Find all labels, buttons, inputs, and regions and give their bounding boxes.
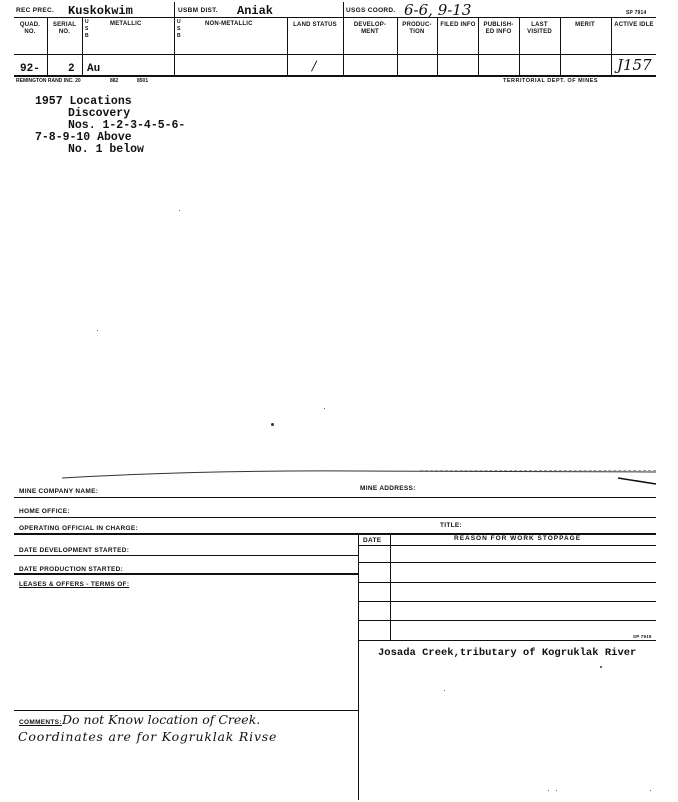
col-header-metallic: METALLIC <box>110 21 142 27</box>
operating-official-label: OPERATING OFFICIAL IN CHARGE: <box>19 525 138 532</box>
comments-line-1: Do not Know location of Creek. <box>62 712 261 727</box>
right-block-left-border <box>358 533 359 640</box>
printer-code-2: 8501 <box>137 78 149 84</box>
usbm-dist-value: Aniak <box>237 4 274 18</box>
col-header-serial-no: SERIAL NO. <box>52 22 77 35</box>
stoppage-row-4 <box>358 620 656 621</box>
col-div-usb2 <box>174 17 175 76</box>
col-header-active-idle: ACTIVE IDLE <box>614 22 654 28</box>
header-divider-1 <box>174 2 175 18</box>
speck <box>650 790 651 791</box>
speck <box>271 423 274 426</box>
col-header-published-info: PUBLISH-ED INFO <box>483 22 514 35</box>
col-header-filed-info: FILED INFO <box>440 22 476 28</box>
date-development-label: DATE DEVELOPMENT STARTED: <box>19 547 130 554</box>
col-div-merit <box>560 17 561 76</box>
notes-line-3: Nos. 1-2-3-4-5-6- <box>68 119 186 132</box>
usgs-coord-label: USGS COORD. <box>346 7 396 14</box>
date-column-header: DATE <box>363 537 382 544</box>
col-div-usb1 <box>82 17 83 76</box>
stoppage-row-2 <box>358 582 656 583</box>
col-div-land <box>287 17 288 76</box>
date-column-divider <box>390 533 391 640</box>
reason-header-rule <box>358 545 656 546</box>
col-div-filed <box>437 17 438 76</box>
date-production-rule <box>14 573 358 575</box>
territorial-dept: TERRITORIAL DEPT. OF MINES <box>503 78 598 84</box>
speck <box>556 790 557 791</box>
col-header-merit: MERIT <box>575 22 595 28</box>
stoppage-row-1 <box>358 562 656 563</box>
home-office-label: HOME OFFICE: <box>19 508 70 515</box>
speck <box>97 330 98 331</box>
notes-block <box>35 96 185 156</box>
col-div-dev <box>343 17 344 76</box>
active-idle-value: J157 <box>617 56 652 74</box>
dashed-line <box>420 470 656 471</box>
comments-label: COMMENTS: <box>19 719 62 726</box>
usbm-dist-label: USBM DIST. <box>178 7 218 14</box>
usgs-coord-value: 6-6, 9-13 <box>404 1 472 19</box>
printer-line: REMINGTON RAND INC. 20 <box>16 78 81 84</box>
location-note: Josada Creek,tributary of Kogruklak River <box>378 647 637 659</box>
form-number-bottom: SP 7915 <box>633 634 652 639</box>
speck <box>600 666 602 668</box>
date-development-rule <box>14 555 358 556</box>
mine-address-label: MINE ADDRESS: <box>360 485 416 492</box>
rec-prec-label: REC PREC. <box>16 7 55 14</box>
speck <box>179 210 180 211</box>
title-label: TITLE: <box>440 522 463 529</box>
col-header-non-metallic: NON-METALLIC <box>205 21 253 27</box>
quad-no-value: 92- <box>20 63 40 75</box>
serial-no-value: 2 <box>68 63 75 75</box>
col-header-quad-no: QUAD. NO. <box>19 22 41 35</box>
col-header-land-status: LAND STATUS <box>293 22 337 28</box>
speck <box>548 790 549 791</box>
col-header-last-visited: LAST VISITED <box>527 22 552 35</box>
rec-prec-value: Kuskokwim <box>68 4 133 18</box>
notes-line-2: Discovery <box>68 107 131 120</box>
comments-right-border <box>358 640 359 800</box>
stoppage-row-3 <box>358 601 656 602</box>
metallic-value: Au <box>87 63 101 75</box>
col-header-usb-1: U S B <box>85 19 89 39</box>
col-header-usb-2: U S B <box>177 19 181 39</box>
col-div-prod <box>397 17 398 76</box>
land-status-value: / <box>312 59 317 74</box>
speck <box>444 690 445 691</box>
notes-line-1: 1957 Locations <box>35 95 132 108</box>
leases-offers-label: LEASES & OFFERS - TERMS OF: <box>19 581 130 588</box>
comments-top-rule <box>14 710 358 711</box>
col-div-active <box>611 17 612 76</box>
notes-line-5: No. 1 below <box>68 143 144 156</box>
speck <box>324 408 325 409</box>
comments-line-2: Coordinates are for Kogruklak Rivse <box>18 729 278 744</box>
col-header-development: DEVELOP-MENT <box>353 22 387 35</box>
reason-column-header: REASON FOR WORK STOPPAGE <box>454 535 582 542</box>
col-div-last <box>519 17 520 76</box>
mine-company-rule <box>14 497 656 498</box>
col-div-pub <box>478 17 479 76</box>
printer-code-1: 882 <box>110 78 119 84</box>
mine-company-name-label: MINE COMPANY NAME: <box>19 488 99 495</box>
header-divider-2 <box>343 2 344 18</box>
col-header-production: PRODUC-TION <box>402 22 432 35</box>
stoppage-row-5 <box>358 640 656 641</box>
date-production-label: DATE PRODUCTION STARTED: <box>19 566 124 573</box>
form-number-top: SP 7914 <box>626 10 647 16</box>
notes-line-4: 7-8-9-10 Above <box>35 131 132 144</box>
home-office-rule <box>14 517 656 518</box>
